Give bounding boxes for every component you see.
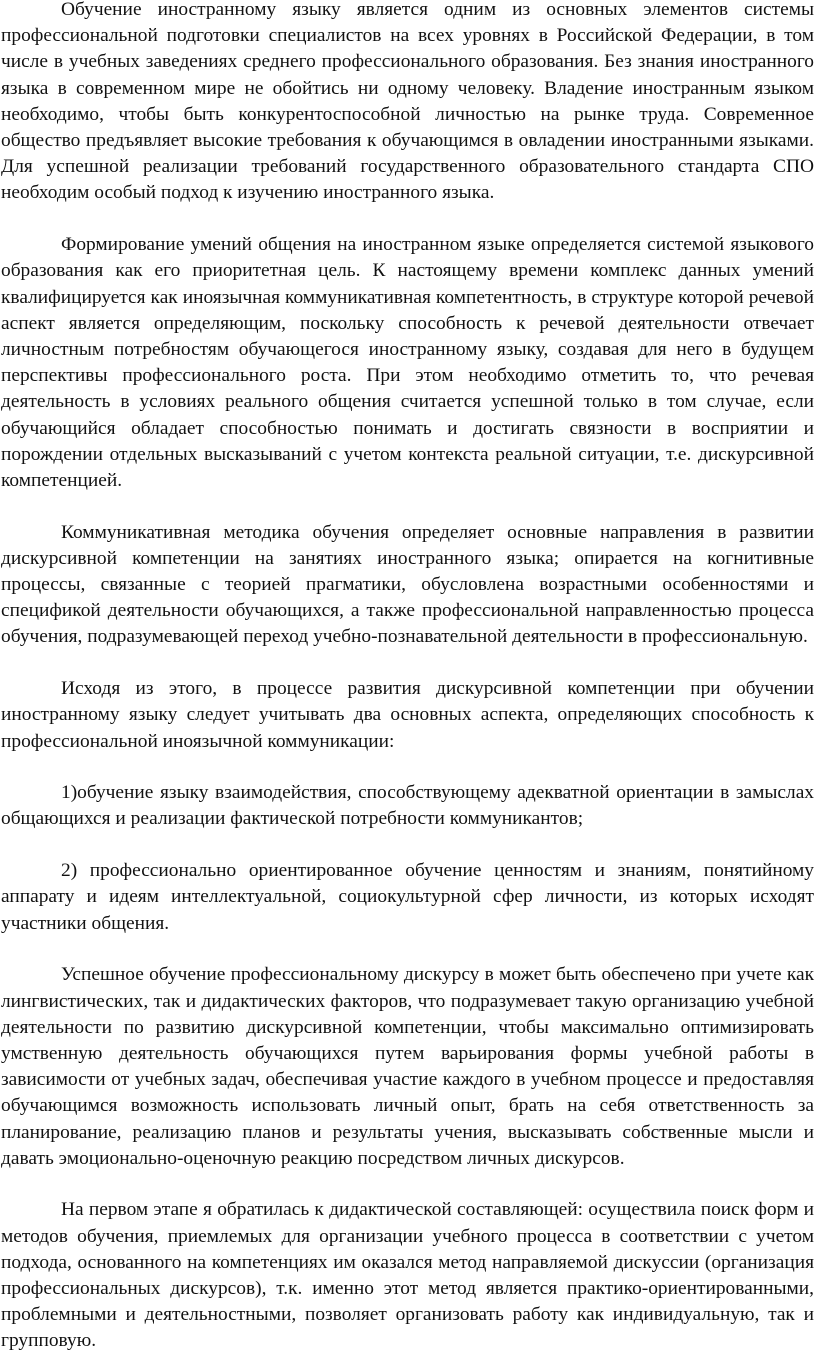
paragraph-aspect-two: 2) профессионально ориентированное обучение ценностям и знаниям, понятийному аппарату и идеям интеллектуальной, социокультурной сфер личности, из которых исходят участники общения. [1,860,814,934]
paragraph-two-aspects: Исходя из этого, в процессе развития дискурсивной компетенции при обучении иностранному языку следует учитывать два основных аспекта, определяющих способность к профессиональной иноязычной коммуникации: [1,678,814,752]
paragraph-aspect-one: 1)обучение языку взаимодействия, способствующему адекватной ориентации в замыслах общающихся и реализации фактической потребности коммуникантов; [1,782,814,830]
paragraph-first-stage: На первом этапе я обратилась к дидактической составляющей: осуществила поиск форм и методов обучения, приемлемых для организации учебного процесса в соответствии с учетом подхода, основанного на компетенциях им оказался метод направляемой дискуссии (организация профессиональных дискурсов), т.к. именно этот метод является практико-ориентированными, проблемными и деятельностными, позволяет организовать работу как индивидуальную, так и групповую. [1,1199,814,1352]
paragraph-communicative-methodology: Коммуникативная методика обучения определяет основные направления в развитии дискурсивной компетенции на занятиях иностранного языка; опирается на когнитивные процессы, связанные с теорией прагматики, обусловлена возрастными особенностями и спецификой деятельности обучающихся, а также профессиональной направленностью процесса обучения, подразумевающей переход учебно-познавательной деятельности в профессиональную. [1,521,814,648]
paragraph-intro: Обучение иностранному языку является одним из основных элементов системы профессиональной подготовки специалистов на всех уровнях в Российской Федерации, в том числе в учебных заведениях среднего профессионального образования. Без знания иностранного языка в современном мире не обойтись ни одному человеку. Владение иностранным языком необходимо, чтобы быть конкурентоспособной личностью на рынке труда. Современное общество предъявляет высокие требования к обучающимся в овладении иностранными языками. Для успешной реализации требований государственного образовательного стандарта СПО необходим особый подход к изучению иностранного языка. [1,0,814,204]
paragraph-communication-skills: Формирование умений общения на иностранном языке определяется системой языкового образования как его приоритетная цель. К настоящему времени комплекс данных умений квалифицируется как иноязычная коммуникативная компетентность, в структуре которой речевой аспект является определяющим, поскольку способность к речевой деятельности отвечает личностным потребностям обучающегося иностранному языку, создавая для него в будущем перспективы профессионального роста. При этом необходимо отметить то, что речевая деятельность в условиях реального общения считается успешной только в том случае, если обучающийся обладает способностью понимать и достигать связности в восприятии и порождении отдельных высказываний с учетом контекста реальной ситуации, т.е. дискурсивной компетенцией. [1,234,814,491]
paragraph-successful-learning: Успешное обучение профессиональному дискурсу в может быть обеспечено при учете как лингвистических, так и дидактических факторов, что подразумевает такую организацию учебной деятельности по развитию дискурсивной компетенции, чтобы максимально оптимизировать умственную деятельность обучающихся путем варьирования формы учебной работы в зависимости от учебных задач, обеспечивая участие каждого в учебном процессе и предоставляя обучающимся возможность использовать личный опыт, брать на себя ответственность за планирование, реализацию планов и результаты учения, высказывать собственные мысли и давать эмоционально-оценочную реакцию посредством личных дискурсов. [1,964,814,1169]
